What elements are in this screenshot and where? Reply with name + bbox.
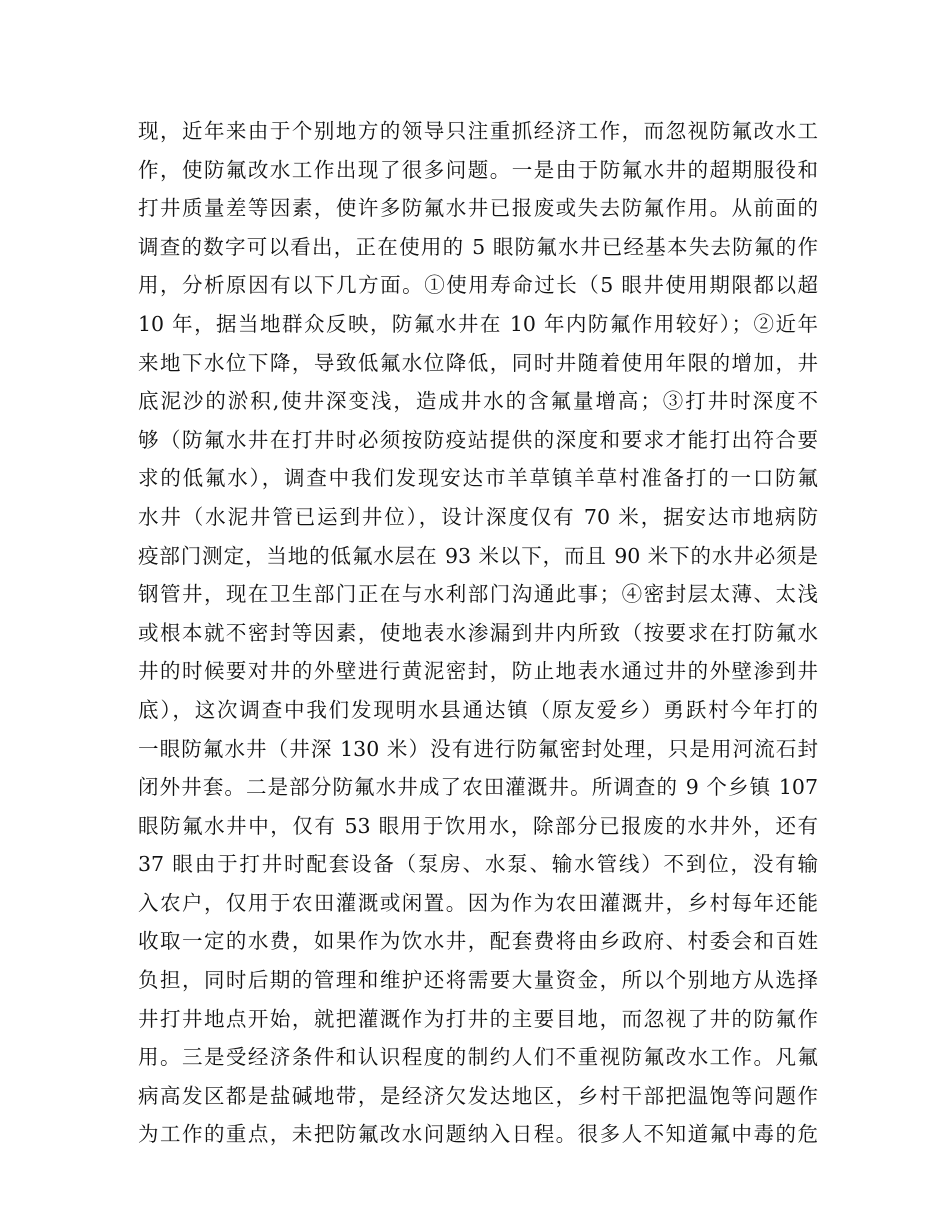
text-line: 用。三是受经济条件和认识程度的制约人们不重视防氟改水工作。凡氟 <box>138 1045 818 1070</box>
text-line: 来地下水位下降，导致低氟水位降低，同时井随着使用年限的增加，井 <box>138 350 818 375</box>
text-line: 作，使防氟改水工作出现了很多问题。一是由于防氟水井的超期服役和 <box>138 157 818 182</box>
text-line: 底泥沙的淤积,使井深变浅，造成井水的含氟量增高；③打井时深度不 <box>138 389 818 414</box>
text-line: 闭外井套。二是部分防氟水井成了农田灌溉井。所调查的 9 个乡镇 107 <box>138 775 818 800</box>
text-line: 水井（水泥井管已运到井位），设计深度仅有 70 米，据安达市地病防 <box>138 504 818 529</box>
text-line: 底），这次调查中我们发现明水县通达镇（原友爱乡）勇跃村今年打的 <box>138 697 818 722</box>
text-line: 入农户，仅用于农田灌溉或闲置。因为作为农田灌溉井，乡村每年还能 <box>138 890 818 915</box>
text-line: 病高发区都是盐碱地带，是经济欠发达地区，乡村干部把温饱等问题作 <box>138 1083 818 1108</box>
text-line: 够（防氟水井在打井时必须按防疫站提供的深度和要求才能打出符合要 <box>138 427 818 452</box>
text-line: 收取一定的水费，如果作为饮水井，配套费将由乡政府、村委会和百姓 <box>138 929 818 954</box>
text-line: 打井质量差等因素，使许多防氟水井已报废或失去防氟作用。从前面的 <box>138 196 818 221</box>
text-line: 用，分析原因有以下几方面。①使用寿命过长（5 眼井使用期限都以超 <box>138 273 818 298</box>
body-text <box>138 112 818 1154</box>
text-line: 现，近年来由于个别地方的领导只注重抓经济工作，而忽视防氟改水工 <box>138 119 818 143</box>
text-line: 眼防氟水井中，仅有 53 眼用于饮用水，除部分已报废的水井外，还有 <box>138 813 818 838</box>
text-line: 井的时候要对井的外壁进行黄泥密封，防止地表水通过井的外壁渗到井 <box>138 659 818 684</box>
text-line: 一眼防氟水井（井深 130 米）没有进行防氟密封处理，只是用河流石封 <box>138 736 818 761</box>
text-line: 或根本就不密封等因素，使地表水渗漏到井内所致（按要求在打防氟水 <box>138 620 818 645</box>
text-line: 井打井地点开始，就把灌溉作为打井的主要目地，而忽视了井的防氟作 <box>138 1006 818 1031</box>
text-line: 疫部门测定，当地的低氟水层在 93 米以下，而且 90 米下的水井必须是 <box>138 543 818 568</box>
text-line: 求的低氟水），调查中我们发现安达市羊草镇羊草村准备打的一口防氟 <box>138 466 818 491</box>
text-line: 调查的数字可以看出，正在使用的 5 眼防氟水井已经基本失去防氟的作 <box>138 234 818 259</box>
text-line: 负担，同时后期的管理和维护还将需要大量资金，所以个别地方从选择 <box>138 968 818 993</box>
text-line: 为工作的重点，未把防氟改水问题纳入日程。很多人不知道氟中毒的危 <box>138 1122 818 1147</box>
text-line: 钢管井，现在卫生部门正在与水利部门沟通此事；④密封层太薄、太浅 <box>138 582 818 607</box>
text-line: 37 眼由于打井时配套设备（泵房、水泵、输水管线）不到位，没有输 <box>138 852 818 877</box>
text-line: 10 年，据当地群众反映，防氟水井在 10 年内防氟作用较好）；②近年 <box>138 311 818 336</box>
